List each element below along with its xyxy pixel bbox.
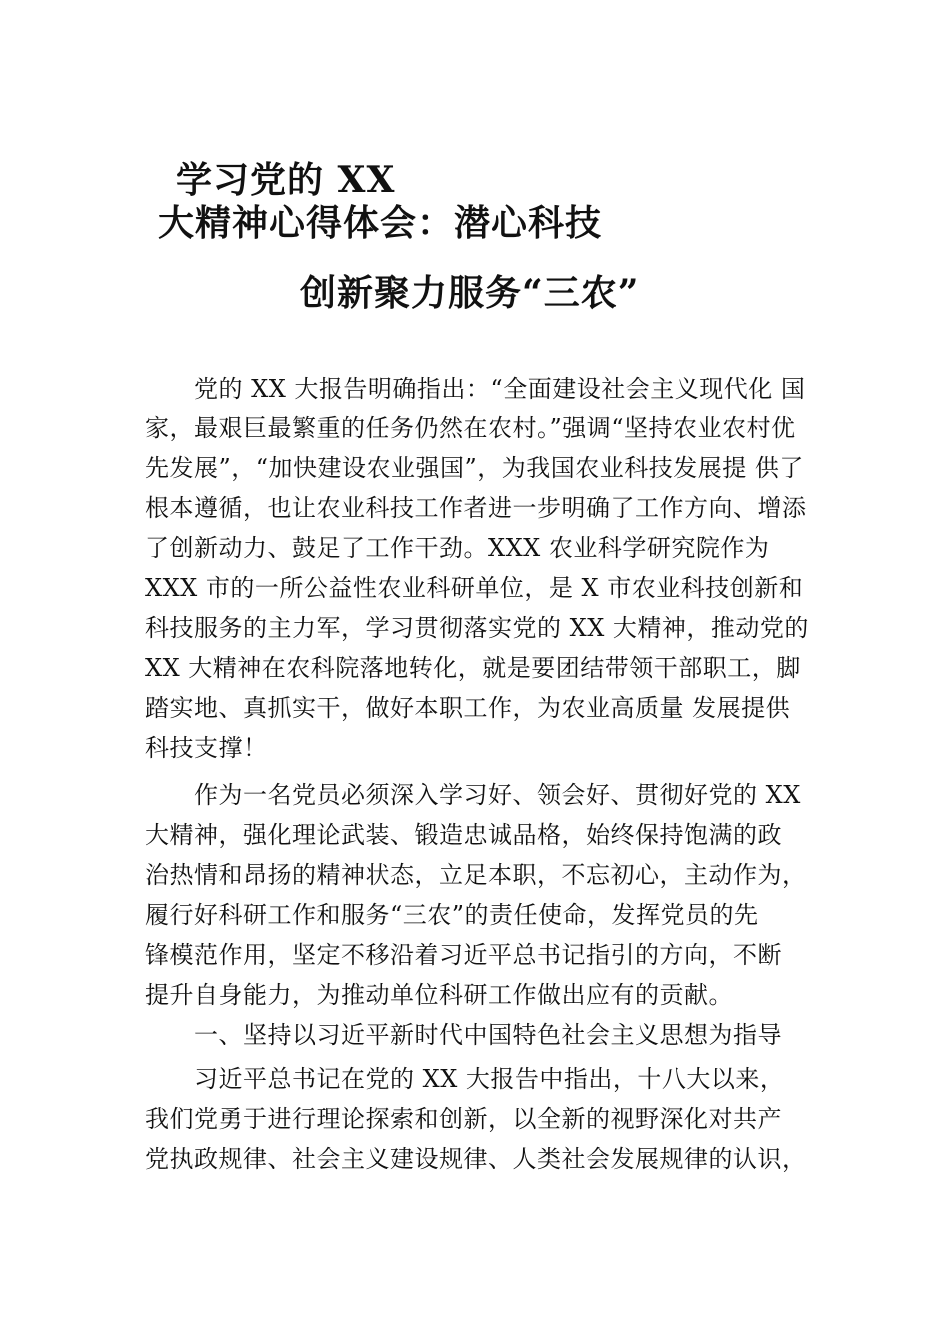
body-line: 科技服务的主力军，学习贯彻落实党的 XX 大精神，推动党的 (145, 614, 809, 642)
body-line: XXX 市的一所公益性农业科研单位，是 X 市农业科技创新和 (145, 574, 804, 602)
body-line: 我们党勇于进行理论探索和创新，以全新的视野深化对共产 (145, 1105, 782, 1133)
title-line-3: 创新聚力服务“三农” (300, 272, 640, 314)
body-line: 习近平总书记在党的 XX 大报告中指出，十八大以来， (194, 1065, 785, 1093)
body-line: 治热情和昂扬的精神状态，立足本职，不忘初心，主动作为， (145, 861, 807, 889)
body-line: 先发展”，“加快建设农业强国”，为我国农业科技发展提 供了 (145, 454, 804, 482)
title-line-2: 大精神心得体会：潜心科技 (158, 202, 603, 244)
title-line-1: 学习党的 XX (176, 159, 396, 201)
body-line: 作为一名党员必须深入学习好、领会好、贯彻好党的 XX (194, 781, 801, 809)
body-line: 大精神，强化理论武装、锻造忠诚品格，始终保持饱满的政 (145, 821, 782, 849)
body-line: 家，最艰巨最繁重的任务仍然在农村。”强调“坚持农业农村优 (145, 414, 796, 442)
body-line: 党的 XX 大报告明确指出：“全面建设社会主义现代化 国 (194, 375, 806, 403)
body-line: 履行好科研工作和服务“三农”的责任使命，发挥党员的先 (145, 901, 759, 929)
body-line: 踏实地、真抓实干，做好本职工作，为农业高质量 发展提供 (145, 694, 791, 722)
section-heading: 一、坚持以习近平新时代中国特色社会主义思想为指导 (194, 1021, 782, 1049)
body-line: 锋模范作用，坚定不移沿着习近平总书记指引的方向，不断 (145, 941, 782, 969)
body-line: 了创新动力、鼓足了工作干劲。XXX 农业科学研究院作为 (145, 534, 770, 562)
body-line: 党执政规律、社会主义建设规律、人类社会发展规律的认识， (145, 1145, 807, 1173)
body-line: 科技支撑！ (145, 734, 268, 762)
body-line: 根本遵循，也让农业科技工作者进一步明确了工作方向、增添 (145, 494, 807, 522)
body-line: 提升自身能力，为推动单位科研工作做出应有的贡献。 (145, 981, 733, 1009)
body-line: XX 大精神在农科院落地转化，就是要团结带领干部职工，脚 (145, 654, 801, 682)
